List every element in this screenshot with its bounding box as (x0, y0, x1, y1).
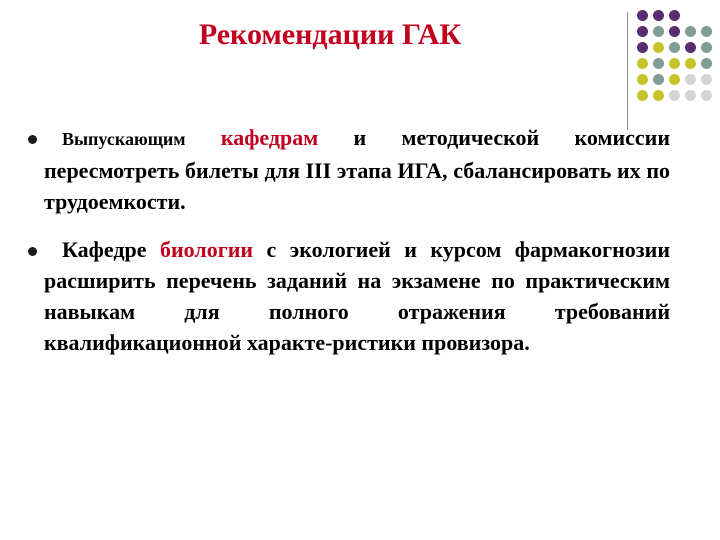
decorative-dot (669, 58, 680, 69)
decorative-dot (685, 74, 696, 85)
recommendation-list (32, 122, 670, 358)
decorative-vertical-line (627, 12, 628, 130)
decorative-dot (669, 26, 680, 37)
list-item (32, 234, 670, 358)
decorative-dot-grid (637, 10, 717, 110)
decorative-dot (653, 42, 664, 53)
decorative-dot (669, 90, 680, 101)
decorative-dot (701, 42, 712, 53)
decorative-dot (637, 10, 648, 21)
decorative-dot (637, 58, 648, 69)
decorative-dot (653, 58, 664, 69)
decorative-dot (685, 90, 696, 101)
decorative-dot (637, 26, 648, 37)
decorative-dot (637, 90, 648, 101)
list-item (32, 122, 670, 217)
decorative-dot (685, 26, 696, 37)
decorative-dot (653, 10, 664, 21)
decorative-dot (637, 74, 648, 85)
bullet-lead-text: Выпускающим (62, 129, 186, 149)
decorative-dot (653, 90, 664, 101)
decorative-dot (637, 42, 648, 53)
decorative-dot (701, 58, 712, 69)
bullet-dot-icon (28, 247, 37, 256)
decorative-dot (669, 74, 680, 85)
decorative-dot (653, 26, 664, 37)
decorative-dot (653, 74, 664, 85)
bullet-dot-icon (28, 135, 37, 144)
bullet-highlight-text: биологии (159, 237, 254, 262)
decorative-dot (685, 58, 696, 69)
slide-title: Рекомендации ГАК (198, 18, 462, 51)
decorative-dot (669, 10, 680, 21)
decorative-dot (669, 42, 680, 53)
bullet-body-text: и методической комиссии пересмотреть билеты для III этапа ИГА, сбалансировать их по трудоемкости. (44, 125, 671, 214)
bullet-highlight-text: кафедрам (220, 125, 319, 150)
decorative-dot (701, 26, 712, 37)
decorative-dot (685, 42, 696, 53)
decorative-dot (701, 90, 712, 101)
bullet-body-text: с экологией и курсом фармакогнозии расширить перечень заданий на экзамене по практическим навыкам для полного отражения требований квалификационной характе-ристики провизора. (44, 237, 670, 355)
decorative-dot (701, 74, 712, 85)
bullet-lead-text: Кафедре (62, 237, 147, 262)
